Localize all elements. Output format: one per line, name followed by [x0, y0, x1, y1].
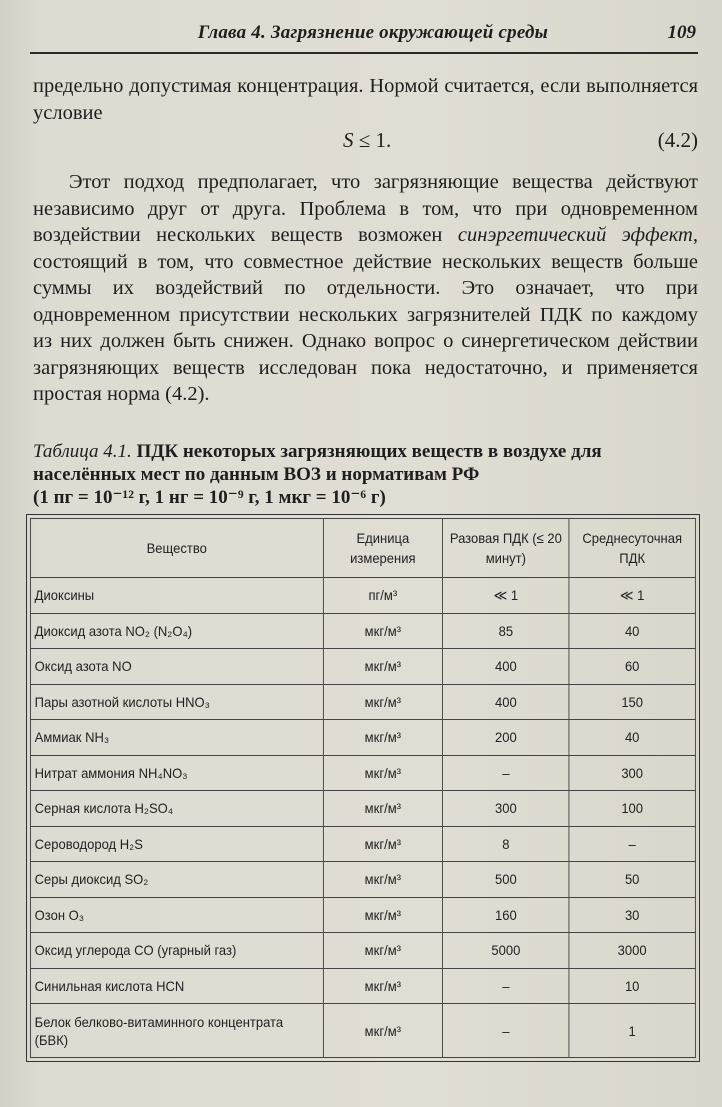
table-row: [30, 1004, 695, 1058]
cell-daily-pdk: 1: [569, 1004, 695, 1058]
paragraph-1: предельно допустимая концентрация. Нормой считается, если выполняется условие: [33, 75, 698, 124]
table-row: [30, 826, 695, 862]
cell-unit: мкг/м³: [323, 862, 443, 898]
cell-unit: мкг/м³: [323, 755, 443, 791]
table-row: [30, 613, 695, 649]
cell-single-pdk: 85: [443, 613, 569, 649]
formula-number: (4.2): [657, 128, 698, 152]
cell-daily-pdk: 150: [569, 684, 695, 720]
cell-daily-pdk: 10: [569, 968, 695, 1004]
cell-unit: мкг/м³: [323, 684, 443, 720]
cell-substance: Диоксины: [30, 578, 323, 614]
cell-unit: мкг/м³: [323, 1004, 443, 1058]
cell-substance: Синильная кислота HCN: [30, 968, 323, 1004]
cell-unit: пг/м³: [323, 578, 443, 614]
cell-single-pdk: –: [443, 755, 569, 791]
pdk-table: [30, 518, 696, 1058]
cell-substance: Серы диоксид SO₂: [30, 862, 323, 898]
chapter-title: Глава 4. Загрязнение окружающей среды: [197, 22, 548, 43]
table-row: [30, 791, 695, 827]
header-unit: Единица измерения: [323, 519, 443, 578]
table-row: [30, 933, 695, 969]
cell-single-pdk: 500: [443, 862, 569, 898]
cell-substance: Пары азотной кислоты HNO₃: [30, 684, 323, 720]
table-row: [30, 755, 695, 791]
formula-4-2: [33, 128, 698, 158]
table-caption: [33, 440, 698, 509]
table-row: [30, 649, 695, 685]
cell-daily-pdk: 40: [569, 720, 695, 756]
cell-substance: Белок белково-витаминного концентрата (БВК): [30, 1004, 323, 1058]
table-row: [30, 720, 695, 756]
cell-daily-pdk: 40: [569, 613, 695, 649]
table-row: [30, 684, 695, 720]
cell-substance: Оксид углерода CO (угарный газ): [30, 933, 323, 969]
header-single-pdk: Разовая ПДК (≤ 20 минут): [443, 519, 569, 578]
cell-single-pdk: –: [443, 1004, 569, 1058]
cell-substance: Нитрат аммония NH₄NO₃: [30, 755, 323, 791]
cell-substance: Сероводород H₂S: [30, 826, 323, 862]
table-row: [30, 862, 695, 898]
table-header-row: [30, 519, 695, 578]
table-caption-label: Таблица 4.1.: [33, 441, 132, 462]
formula-expression: [343, 128, 391, 153]
cell-single-pdk: 5000: [443, 933, 569, 969]
table-row: [30, 578, 695, 614]
formula-variable: S: [343, 128, 354, 152]
cell-single-pdk: 200: [443, 720, 569, 756]
page-number: 109: [667, 22, 696, 43]
cell-unit: мкг/м³: [323, 897, 443, 933]
cell-substance: Аммиак NH₃: [30, 720, 323, 756]
cell-substance: Оксид азота NO: [30, 649, 323, 685]
cell-daily-pdk: 300: [569, 755, 695, 791]
cell-single-pdk: –: [443, 968, 569, 1004]
cell-daily-pdk: 100: [569, 791, 695, 827]
cell-single-pdk: 8: [443, 826, 569, 862]
header-daily-pdk: Среднесуточная ПДК: [569, 519, 695, 578]
table-units-note: (1 пг = 10⁻¹² г, 1 нг = 10⁻⁹ г, 1 мкг = 10⁻⁶ г): [33, 487, 386, 508]
cell-unit: мкг/м³: [323, 826, 443, 862]
cell-single-pdk: 400: [443, 684, 569, 720]
running-header: [30, 16, 698, 54]
cell-substance: Озон O₃: [30, 897, 323, 933]
cell-single-pdk: 400: [443, 649, 569, 685]
cell-substance: Диоксид азота NO₂ (N₂O₄): [30, 613, 323, 649]
cell-daily-pdk: 60: [569, 649, 695, 685]
cell-unit: мкг/м³: [323, 933, 443, 969]
table-row: [30, 897, 695, 933]
paragraph-2-part-1: Этот подход предполагает, что загрязняющие вещества действуют независимо друг от друга. Проблема в том, что при одновременном воздействии нескольких веществ возможен: [33, 171, 698, 246]
table-row: [30, 968, 695, 1004]
cell-unit: мкг/м³: [323, 968, 443, 1004]
table-frame: [26, 514, 700, 1062]
paragraph-2-part-2: , состоящий в том, что совместное действие нескольких веществ больше суммы их воздействий по отдельности. Это означает, что при одновременном присутствии нескольких загрязнителей ПДК по каждому из них должен быть снижен. Однако вопрос о синергетическом действии загрязняющих веществ исследован пока недостаточно, и применяется простая норма (4.2).: [33, 224, 698, 405]
cell-single-pdk: 160: [443, 897, 569, 933]
cell-unit: мкг/м³: [323, 649, 443, 685]
cell-substance: Серная кислота H₂SO₄: [30, 791, 323, 827]
cell-daily-pdk: 50: [569, 862, 695, 898]
cell-unit: мкг/м³: [323, 613, 443, 649]
cell-daily-pdk: 3000: [569, 933, 695, 969]
cell-single-pdk: 300: [443, 791, 569, 827]
cell-daily-pdk: ≪ 1: [569, 578, 695, 614]
cell-unit: мкг/м³: [323, 720, 443, 756]
cell-daily-pdk: 30: [569, 897, 695, 933]
formula-relation: ≤ 1.: [358, 128, 392, 152]
paragraph-2: [33, 169, 698, 408]
table-caption-text: ПДК некоторых загрязняющих веществ в воздухе для населённых мест по данным ВОЗ и нормативам РФ: [33, 441, 602, 485]
cell-single-pdk: ≪ 1: [443, 578, 569, 614]
cell-unit: мкг/м³: [323, 791, 443, 827]
header-substance: Вещество: [30, 519, 323, 578]
cell-daily-pdk: –: [569, 826, 695, 862]
paragraph-2-emphasis: синэргетический эффект: [457, 224, 693, 246]
